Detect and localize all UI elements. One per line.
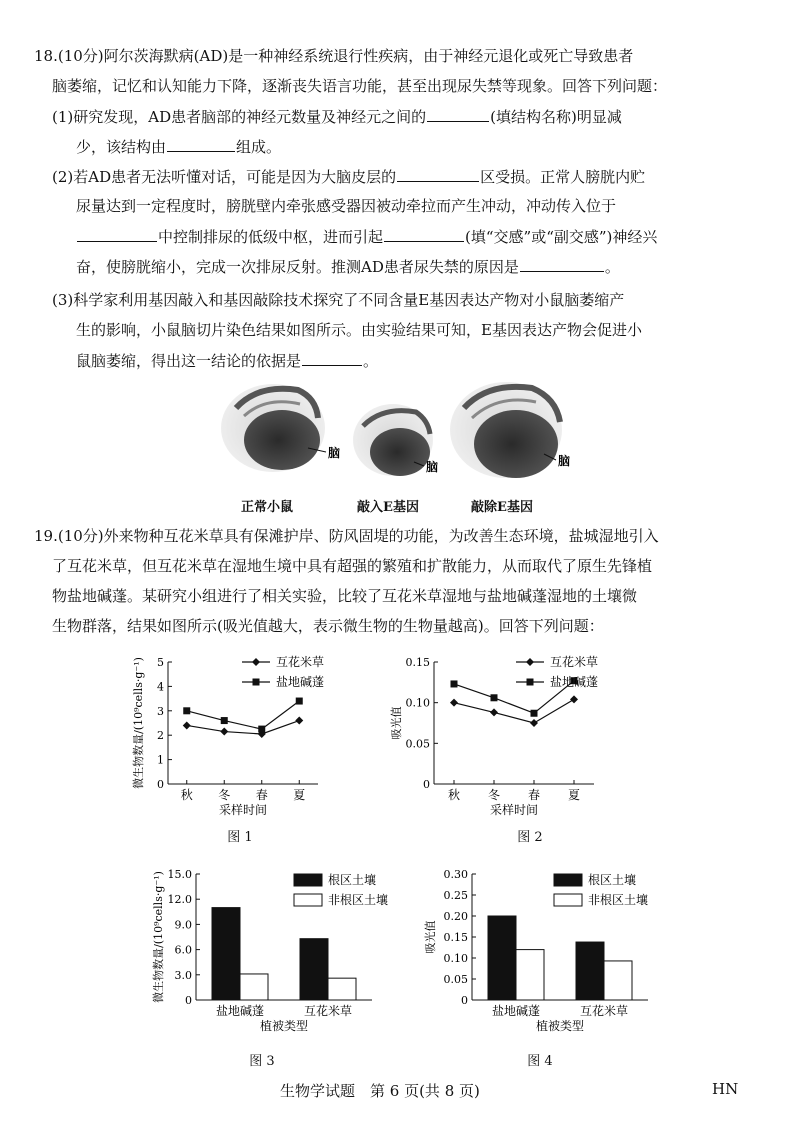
data-point-diamond — [295, 717, 303, 725]
caption-normal-mouse: 正常小鼠 — [240, 500, 293, 515]
y-tick-label: 0.15 — [405, 656, 430, 669]
brain-slices-figure — [218, 378, 598, 494]
answer-blank-evidence[interactable] — [302, 350, 362, 366]
q18-part2-line-4 — [76, 256, 620, 277]
y-tick-label: 15.0 — [167, 868, 192, 881]
x-axis-label: 采样时间 — [218, 803, 268, 817]
q18-part2-text-a: (2)若AD患者无法听懂对话，可能是因为大脑皮层的 — [52, 168, 397, 186]
legend-swatch — [554, 894, 582, 906]
answer-blank-composition[interactable] — [167, 136, 235, 152]
legend-marker-square — [253, 679, 260, 686]
figure-4-caption: 图 4 — [527, 1054, 553, 1069]
legend-label: 非根区土壤 — [328, 893, 389, 907]
y-axis-label: 吸光值 — [390, 706, 403, 740]
legend-marker-square — [527, 679, 534, 686]
legend-marker-diamond — [252, 658, 260, 666]
figure-3-caption: 图 3 — [249, 1054, 275, 1069]
legend-label: 互花米草 — [276, 655, 325, 669]
x-tick-label: 盐地碱蓬 — [215, 1004, 265, 1018]
y-tick-label: 1 — [157, 753, 164, 767]
answer-blank-structure[interactable] — [427, 106, 489, 122]
legend-label: 盐地碱蓬 — [276, 675, 325, 689]
y-tick-label: 0.15 — [443, 931, 468, 944]
x-tick-label: 秋 — [180, 788, 193, 802]
y-tick-label: 0 — [157, 778, 164, 791]
q18-part2-text-d: 中控制排尿的低级中枢，进而引起 — [158, 228, 384, 246]
brain-label-1: 脑 — [328, 446, 341, 460]
q19-line-2: 了互花米草，但互花米草在湿地生境中具有超强的繁殖和扩散能力，从而取代了原生先锋植 — [52, 557, 653, 575]
bar-chart-microbe-count — [150, 862, 389, 1037]
bar — [240, 974, 268, 1000]
brain-label-2: 脑 — [426, 460, 439, 474]
x-axis-label: 植被类型 — [259, 1019, 309, 1033]
y-tick-label: 3.0 — [174, 968, 192, 982]
data-point-square — [491, 694, 498, 701]
series-line — [454, 699, 574, 723]
y-tick-label: 9.0 — [174, 918, 192, 932]
data-point-square — [183, 707, 190, 714]
q18-part3-text-d: 。 — [363, 352, 379, 370]
page-footer: 生物学试题 第 6 页(共 8 页) — [280, 1082, 480, 1100]
y-axis-label: 微生物数量/(10⁹cells·g⁻¹) — [132, 657, 145, 789]
line-chart-microbe-count — [130, 648, 350, 823]
x-axis-label: 植被类型 — [535, 1019, 585, 1033]
q18-part3-text-c: 鼠脑萎缩，得出这一结论的依据是 — [76, 352, 302, 370]
x-axis-label: 采样时间 — [489, 803, 539, 817]
x-tick-label: 冬 — [218, 788, 231, 802]
caption-knock-in: 敲入E基因 — [357, 500, 419, 515]
caption-knock-out: 敲除E基因 — [471, 500, 533, 515]
brain-slice-knock-in — [353, 404, 433, 476]
answer-blank-center-location[interactable] — [77, 226, 157, 242]
y-tick-label: 0.10 — [443, 952, 468, 965]
y-tick-label: 3 — [157, 704, 164, 718]
answer-blank-incontinence-cause[interactable] — [520, 256, 604, 272]
x-tick-label: 盐地碱蓬 — [491, 1004, 541, 1018]
y-tick-label: 0.05 — [405, 737, 430, 751]
y-tick-label: 0 — [461, 994, 468, 1007]
answer-blank-nerve-type[interactable] — [384, 226, 464, 242]
q18-part1-text-b: (填结构名称)明显减 — [490, 108, 622, 126]
data-point-square — [221, 717, 228, 724]
data-point-diamond — [450, 699, 458, 707]
footer-code: HN — [712, 1080, 739, 1098]
bar-chart-absorbance — [420, 862, 670, 1037]
brain-label-3: 脑 — [558, 454, 571, 468]
q18-line-1: 18.(10分)阿尔茨海默病(AD)是一种神经系统退行性疾病，由于神经元退化或死亡导致患者 — [34, 47, 634, 65]
series-line — [187, 701, 300, 729]
legend-marker-diamond — [526, 658, 534, 666]
q18-part1-text-a: (1)研究发现，AD患者脑部的神经元数量及神经元之间的 — [52, 108, 427, 126]
q18-part3-line-2: 生的影响，小鼠脑切片染色结果如图所示。由实验结果可知，E基因表达产物会促进小 — [76, 321, 642, 339]
y-tick-label: 0.25 — [443, 889, 468, 902]
data-point-diamond — [530, 719, 538, 727]
q18-line-2: 脑萎缩，记忆和认知能力下降，逐渐丧失语言功能，甚至出现尿失禁等现象。回答下列问题： — [52, 77, 668, 95]
bar — [300, 939, 328, 1000]
data-point-diamond — [220, 728, 228, 736]
q18-part2-text-f: 奋，使膀胱缩小，完成一次排尿反射。推测AD患者尿失禁的原因是 — [76, 258, 519, 276]
y-tick-label: 0.20 — [443, 910, 468, 923]
legend-swatch — [294, 894, 322, 906]
data-point-square — [451, 680, 458, 687]
y-tick-label: 0 — [185, 994, 192, 1007]
data-point-square — [296, 698, 303, 705]
q18-part1-line-2 — [76, 136, 281, 157]
q18-part2-text-b: 区受损。正常人膀胱内贮 — [480, 168, 646, 186]
legend-label: 非根区土壤 — [588, 893, 649, 907]
q18-part2-text-e: (填“交感”或“副交感”)神经兴 — [465, 228, 658, 246]
legend-label: 盐地碱蓬 — [550, 675, 599, 689]
bar — [212, 908, 240, 1000]
brain-slice-normal — [221, 384, 326, 472]
x-tick-label: 春 — [255, 788, 268, 802]
answer-blank-cortex-area[interactable] — [397, 166, 479, 182]
legend-label: 互花米草 — [550, 655, 599, 669]
q19-line-4: 生物群落，结果如图所示(吸光值越大，表示微生物的生物量越高)。回答下列问题： — [52, 617, 604, 635]
data-point-diamond — [490, 708, 498, 716]
y-tick-label: 0 — [423, 778, 430, 791]
data-point-square — [531, 710, 538, 717]
y-tick-label: 5 — [157, 656, 164, 669]
y-axis-label: 微生物数量/(10⁹cells·g⁻¹) — [152, 871, 165, 1003]
data-point-diamond — [570, 695, 578, 703]
q18-part1-text-c: 少，该结构由 — [76, 138, 167, 156]
legend-swatch — [294, 874, 322, 886]
data-point-diamond — [183, 721, 191, 729]
q18-part2-line-3 — [76, 226, 657, 247]
q18-part1-text-d: 组成。 — [236, 138, 282, 156]
brain-slice-knock-out — [450, 382, 562, 478]
figure-1-caption: 图 1 — [227, 830, 253, 845]
y-tick-label: 4 — [157, 680, 164, 694]
x-tick-label: 互花米草 — [579, 1004, 629, 1018]
q19-line-1: 19.(10分)外来物种互花米草具有保滩护岸、防风固堤的功能，为改善生态环境，盐城湿地引入 — [34, 527, 659, 545]
q18-part3-line-1: (3)科学家利用基因敲入和基因敲除技术探究了不同含量E基因表达产物对小鼠脑萎缩产 — [52, 291, 625, 309]
x-tick-label: 冬 — [487, 788, 501, 802]
bar — [488, 916, 516, 1000]
y-tick-label: 2 — [157, 729, 164, 743]
legend-label: 根区土壤 — [588, 873, 637, 887]
y-tick-label: 0.30 — [443, 868, 468, 881]
x-tick-label: 互花米草 — [303, 1004, 353, 1018]
q18-part2-text-g: 。 — [604, 258, 620, 276]
x-tick-label: 秋 — [447, 788, 461, 802]
data-point-square — [258, 726, 265, 733]
bar — [516, 950, 544, 1000]
x-tick-label: 夏 — [567, 788, 581, 802]
q19-line-3: 物盐地碱蓬。某研究小组进行了相关实验，比较了互花米草湿地与盐地碱蓬湿地的土壤微 — [52, 587, 638, 605]
bar — [576, 942, 604, 1000]
q18-part2-line-1 — [52, 166, 645, 187]
figure-2-caption: 图 2 — [517, 830, 543, 845]
q18-part2-line-2: 尿量达到一定程度时，膀胱壁内牵张感受器因被动牵拉而产生冲动，冲动传入位于 — [76, 197, 617, 215]
y-tick-label: 0.10 — [405, 696, 430, 710]
y-tick-label: 6.0 — [174, 943, 192, 957]
bar — [328, 978, 356, 1000]
q18-part1-line-1 — [52, 106, 622, 127]
bar — [604, 961, 632, 1000]
x-tick-label: 春 — [527, 788, 541, 802]
legend-label: 根区土壤 — [328, 873, 377, 887]
series-line — [187, 721, 300, 734]
y-tick-label: 0.05 — [443, 973, 468, 986]
line-chart-absorbance — [388, 648, 628, 823]
q18-part3-line-3 — [76, 350, 378, 371]
y-axis-label: 吸光值 — [424, 920, 437, 954]
x-tick-label: 夏 — [293, 788, 306, 802]
legend-swatch — [554, 874, 582, 886]
y-tick-label: 12.0 — [167, 893, 192, 907]
